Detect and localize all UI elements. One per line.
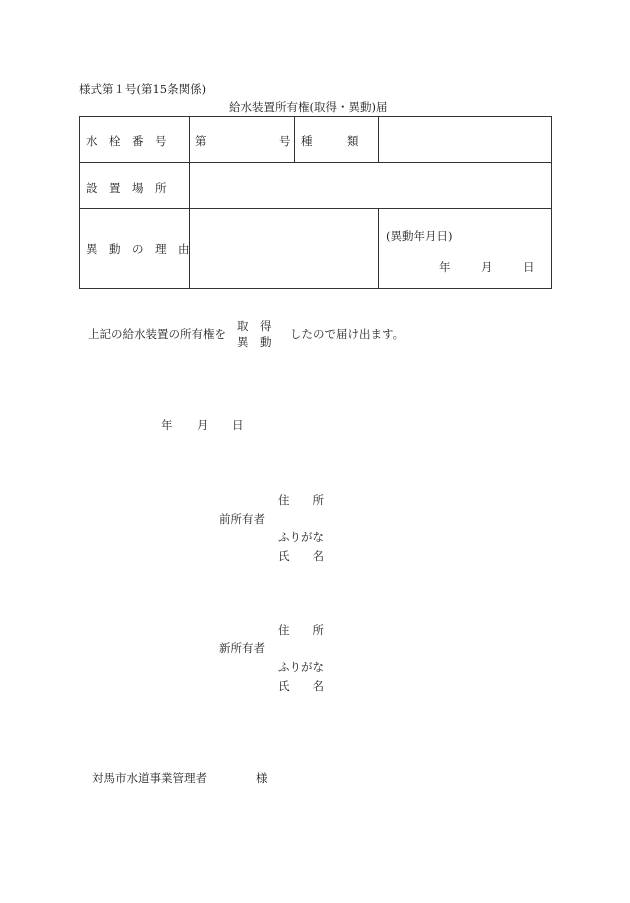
row1-divider-b	[378, 117, 379, 162]
previous-owner-address-label: 住 所	[278, 493, 324, 507]
change-reason-label: 異 動 の 理 由	[86, 242, 190, 256]
statement-prefix: 上記の給水装置の所有権を	[88, 327, 226, 341]
form-number: 様式第１号(第15条関係)	[79, 82, 207, 96]
date-month: 月	[197, 418, 209, 432]
statement-options	[237, 318, 272, 350]
row-divider-1	[80, 162, 551, 163]
row1-divider-a	[294, 117, 295, 162]
form-title: 給水装置所有権(取得・異動)届	[229, 100, 388, 114]
new-owner-furigana-label: ふりがな	[278, 660, 324, 674]
row3-divider	[378, 208, 379, 288]
tap-number-suffix: 号	[279, 134, 291, 148]
new-owner-name-label: 氏 名	[278, 679, 324, 693]
installation-location-field[interactable]	[191, 164, 549, 206]
new-owner-address-label: 住 所	[278, 623, 324, 637]
date-year: 年	[161, 418, 173, 432]
date-day: 日	[232, 418, 244, 432]
previous-owner-name-label: 氏 名	[278, 549, 324, 563]
kind-value-field[interactable]	[380, 119, 550, 160]
statement-suffix: したので届け出ます。	[290, 327, 405, 341]
change-date-month: 月	[481, 260, 493, 274]
option-acquire[interactable]: 取 得	[237, 319, 272, 333]
water-tap-number-label: 水 栓 番 号	[86, 134, 167, 148]
installation-location-label: 設 置 場 所	[86, 181, 167, 195]
change-reason-field[interactable]	[191, 210, 376, 286]
change-date-day: 日	[523, 260, 535, 274]
change-date-label: (異動年月日)	[386, 229, 453, 243]
label-column-divider	[189, 117, 190, 288]
option-change[interactable]: 異 動	[237, 335, 272, 349]
kind-label: 種 類	[301, 134, 359, 148]
addressee-name: 対馬市水道事業管理者	[92, 771, 207, 785]
change-date-year: 年	[439, 260, 451, 274]
addressee-honorific: 様	[256, 771, 268, 785]
form-table	[79, 116, 552, 289]
row-divider-2	[80, 208, 551, 209]
tap-number-prefix: 第	[195, 134, 207, 148]
previous-owner-title: 前所有者	[219, 512, 265, 526]
new-owner-title: 新所有者	[219, 641, 265, 655]
previous-owner-furigana-label: ふりがな	[278, 530, 324, 544]
